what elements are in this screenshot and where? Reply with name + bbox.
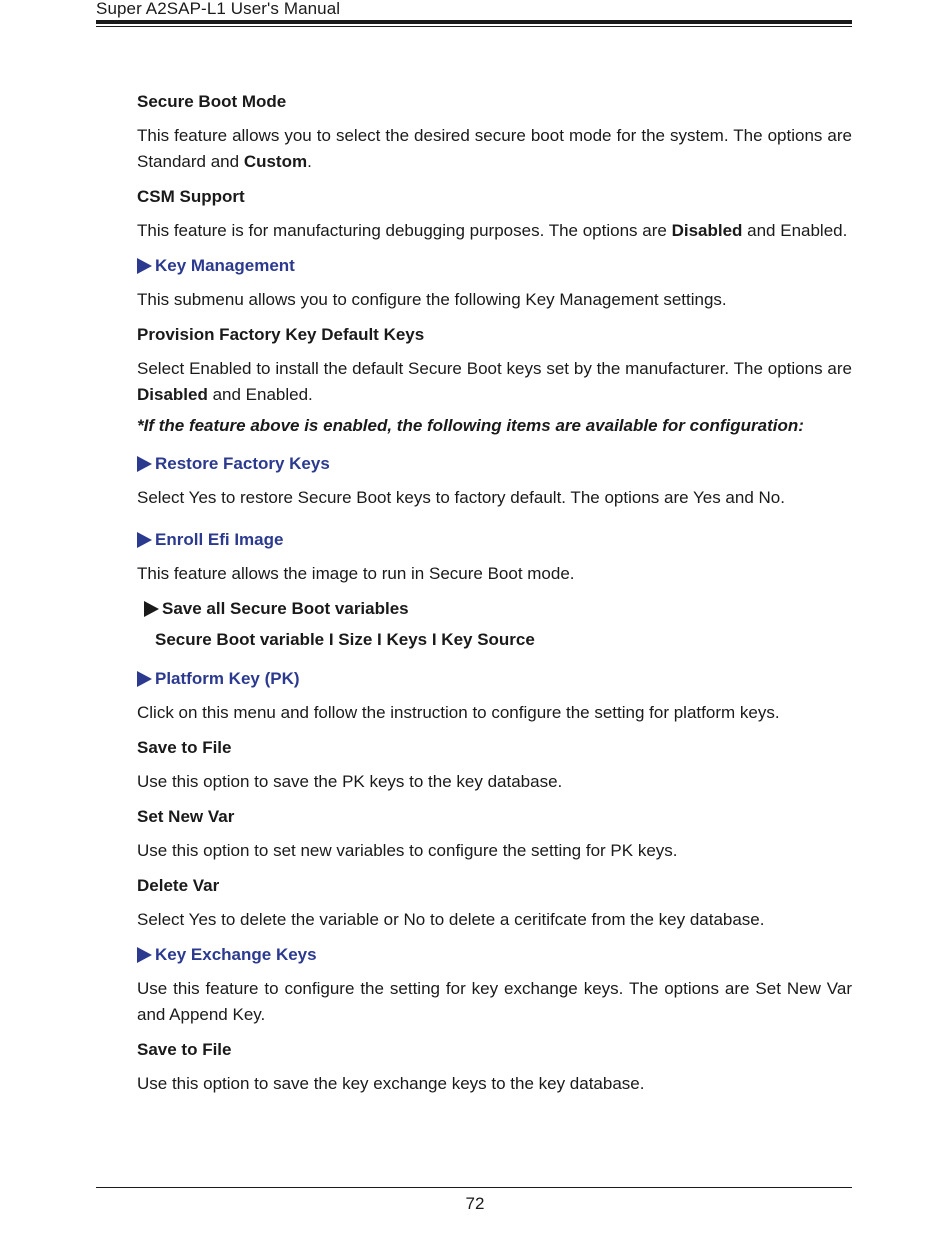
- heading-provision-factory: Provision Factory Key Default Keys: [137, 325, 425, 344]
- triangle-right-icon: [137, 532, 152, 548]
- text-key-management: This submenu allows you to configure the following Key Management settings.: [137, 290, 727, 309]
- submenu-restore-factory-keys: Restore Factory Keys: [137, 454, 852, 474]
- page-number: 72: [465, 1194, 485, 1213]
- triangle-right-icon: [137, 947, 152, 963]
- heading-csm-support: CSM Support: [137, 187, 245, 206]
- header-rule-thin: [96, 26, 852, 27]
- header-rule-thick: [96, 20, 852, 24]
- triangle-right-icon: [137, 671, 152, 687]
- submenu-enroll-efi-image: Enroll Efi Image: [137, 530, 852, 550]
- manual-title: Super A2SAP-L1 User's Manual: [96, 0, 341, 18]
- text-key-exchange-keys: Use this feature to configure the setting for key exchange keys. The options are Set New Var and Append Key.: [137, 979, 852, 1024]
- triangle-right-icon: [137, 258, 152, 274]
- triangle-right-icon: [144, 601, 159, 617]
- config-note: *If the feature above is enabled, the following items are available for configuration:: [137, 416, 804, 435]
- submenu-key-management: Key Management: [137, 256, 852, 276]
- page-content: [137, 92, 852, 1109]
- submenu-key-exchange-keys: Key Exchange Keys: [137, 945, 852, 965]
- text-secure-boot-mode: This feature allows you to select the desired secure boot mode for the system. The options are Standard and Custom.: [137, 126, 852, 171]
- footer-rule: [96, 1187, 852, 1188]
- triangle-right-icon: [137, 456, 152, 472]
- table-header-vars: Secure Boot variable I Size I Keys I Key Source: [155, 630, 535, 649]
- submenu-platform-key: Platform Key (PK): [137, 669, 852, 689]
- heading-delete-var: Delete Var: [137, 876, 220, 895]
- text-enroll-efi-image: This feature allows the image to run in Secure Boot mode.: [137, 564, 575, 583]
- heading-set-new-var: Set New Var: [137, 807, 235, 826]
- text-kek-save-to-file: Use this option to save the key exchange keys to the key database.: [137, 1074, 645, 1093]
- submenu-save-all-vars: Save all Secure Boot variables: [144, 599, 852, 619]
- heading-kek-save-to-file: Save to File: [137, 1040, 232, 1059]
- text-provision-factory: Select Enabled to install the default Secure Boot keys set by the manufacturer. The options are Disabled and Enabled.: [137, 359, 852, 404]
- text-pk-save-to-file: Use this option to save the PK keys to the key database.: [137, 772, 563, 791]
- text-platform-key: Click on this menu and follow the instruction to configure the setting for platform keys.: [137, 703, 780, 722]
- text-set-new-var: Use this option to set new variables to configure the setting for PK keys.: [137, 841, 678, 860]
- text-restore-factory-keys: Select Yes to restore Secure Boot keys to factory default. The options are Yes and No.: [137, 488, 785, 507]
- text-delete-var: Select Yes to delete the variable or No to delete a ceritifcate from the key database.: [137, 910, 765, 929]
- text-csm-support: This feature is for manufacturing debugging purposes. The options are Disabled and Enabled.: [137, 221, 848, 240]
- heading-secure-boot-mode: Secure Boot Mode: [137, 92, 287, 111]
- heading-pk-save-to-file: Save to File: [137, 738, 232, 757]
